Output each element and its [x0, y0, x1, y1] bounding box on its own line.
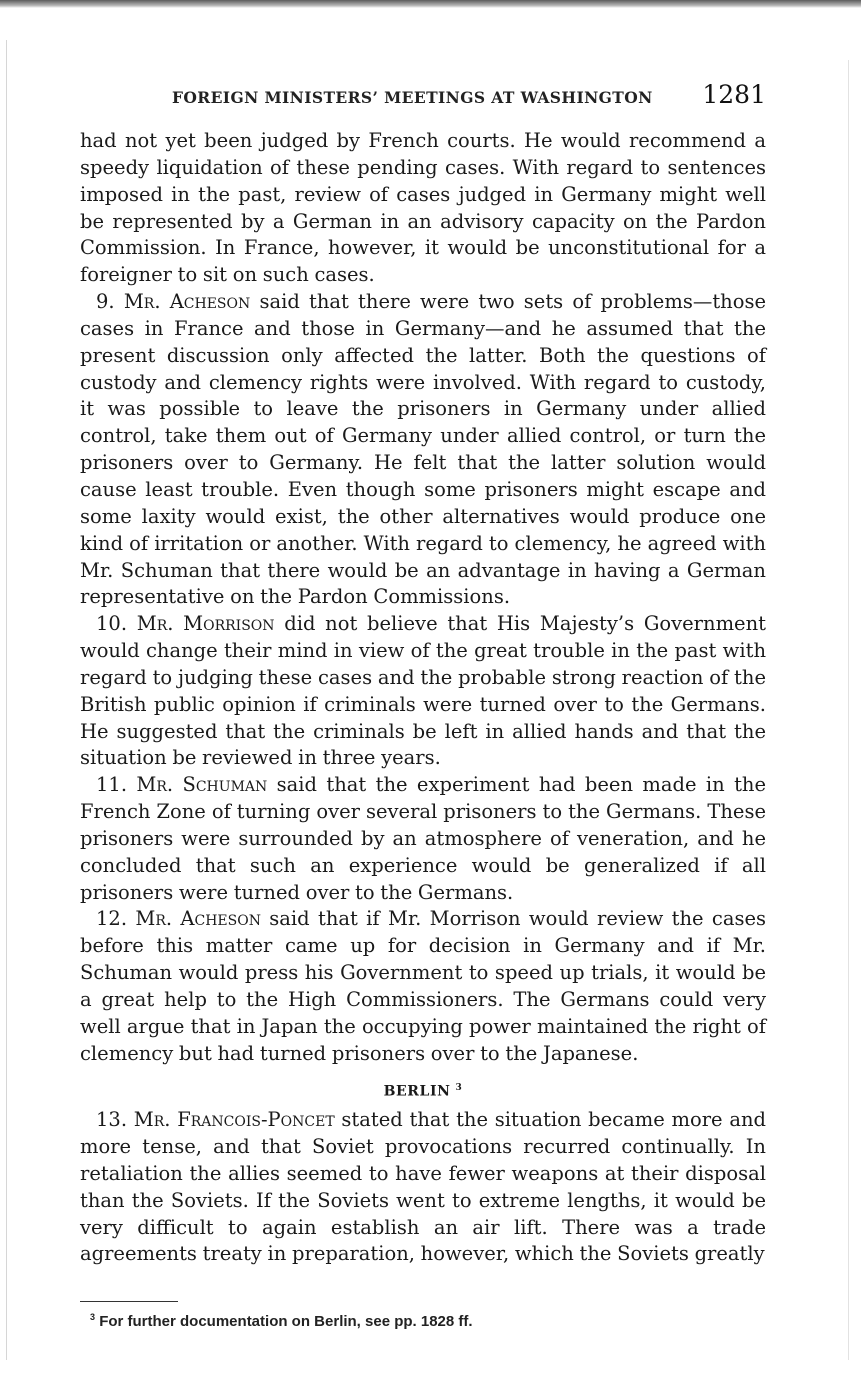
footnote-divider: [80, 1301, 178, 1302]
paragraph-13: [80, 1107, 766, 1268]
speaker-name: Mr. Francois-Poncet: [133, 1108, 335, 1132]
page-header: [80, 82, 766, 116]
paragraph-text: did not believe that His Majesty’s Government would change their mind in view of the great trouble in the past with regard to judging these cases and the probable strong reaction of the British public opinion if criminals were turned over to the Germans. He suggested that the criminals be left in allied hands and that the situation be reviewed in three years.: [80, 612, 766, 770]
paragraph-text: said that if Mr. Morrison would review the cases before this matter came up for decision in Germany and if Mr. Schuman would press his Government to speed up trials, it would be a great help to the High Commissioners. The Germans could very well argue that in Japan the occupying power maintained the right of clemency but had turned prisoners over to the Japanese.: [80, 907, 766, 1065]
paragraph-10: [80, 611, 766, 772]
footnote-reference[interactable]: 3: [455, 1082, 463, 1093]
speaker-name: Mr. Acheson: [135, 907, 261, 931]
page-number: 1281: [702, 80, 766, 109]
page-top-shadow: [0, 0, 861, 8]
page-right-edge: [848, 60, 849, 1360]
running-head: FOREIGN MINISTERS’ MEETINGS AT WASHINGTON: [172, 88, 653, 107]
paragraph-number: 10.: [96, 612, 128, 636]
paragraph-text: said that there were two sets of problems—those cases in France and those in Germany—and he assumed that the present discussion only affected the latter. Both the questions of custody and clemency rights were involved. With regard to custody, it was possible to leave the prisoners in Germany under allied control, take them out of Germany under allied control, or turn the prisoners over to Germany. He felt that the latter solution would cause least trouble. Even though some prisoners might escape and some laxity would exist, the other alternatives would produce one kind of irritation or another. With regard to clemency, he agreed with Mr. Schuman that there would be an advantage in having a German representative on the Pardon Commissions.: [80, 290, 767, 609]
paragraph-9: [80, 289, 766, 611]
paragraph-text: said that the experiment had been made in the French Zone of turning over several prisoners to the Germans. These prisoners were surrounded by an atmosphere of veneration, and he concluded that such an experience would be generalized if all prisoners were turned over to the Germans.: [80, 773, 767, 904]
paragraph-text: stated that the situation became more and more tense, and that Soviet provocations recurred continually. In retaliation the allies seemed to have fewer weapons at their disposal than the Soviets. If the Soviets went to extreme lengths, it would be very difficult to again establish an air lift. There was a trade agreements treaty in preparation, however, which the Soviets greatly: [80, 1108, 766, 1266]
footnote-text: For further documentation on Berlin, see pp. 1828 ff.: [99, 1313, 473, 1330]
page-left-edge: [6, 40, 7, 1360]
paragraph-12: [80, 906, 766, 1067]
paragraph-number: 13.: [96, 1108, 128, 1132]
footnote-mark: 3: [90, 1312, 96, 1322]
paragraph-continued: [80, 128, 766, 289]
body-text: [80, 128, 766, 1268]
section-heading-text: BERLIN: [383, 1083, 451, 1100]
footnote: [90, 1312, 473, 1330]
speaker-name: Mr. Morrison: [136, 612, 275, 636]
section-heading-berlin: [80, 1078, 766, 1102]
paragraph-11: [80, 772, 766, 906]
paragraph-number: 12.: [96, 907, 128, 931]
paragraph-number: 11.: [96, 773, 128, 797]
speaker-name: Mr. Acheson: [123, 290, 251, 314]
paragraph-text: had not yet been judged by French courts. He would recommend a speedy liquidation of these pending cases. With regard to sentences imposed in the past, review of cases judged in Germany might well be represented by a German in an advisory capacity on the Pardon Commission. In France, however, it would be unconstitutional for a foreigner to sit on such cases.: [80, 129, 766, 287]
speaker-name: Mr. Schuman: [136, 773, 268, 797]
paragraph-number: 9.: [96, 290, 115, 314]
